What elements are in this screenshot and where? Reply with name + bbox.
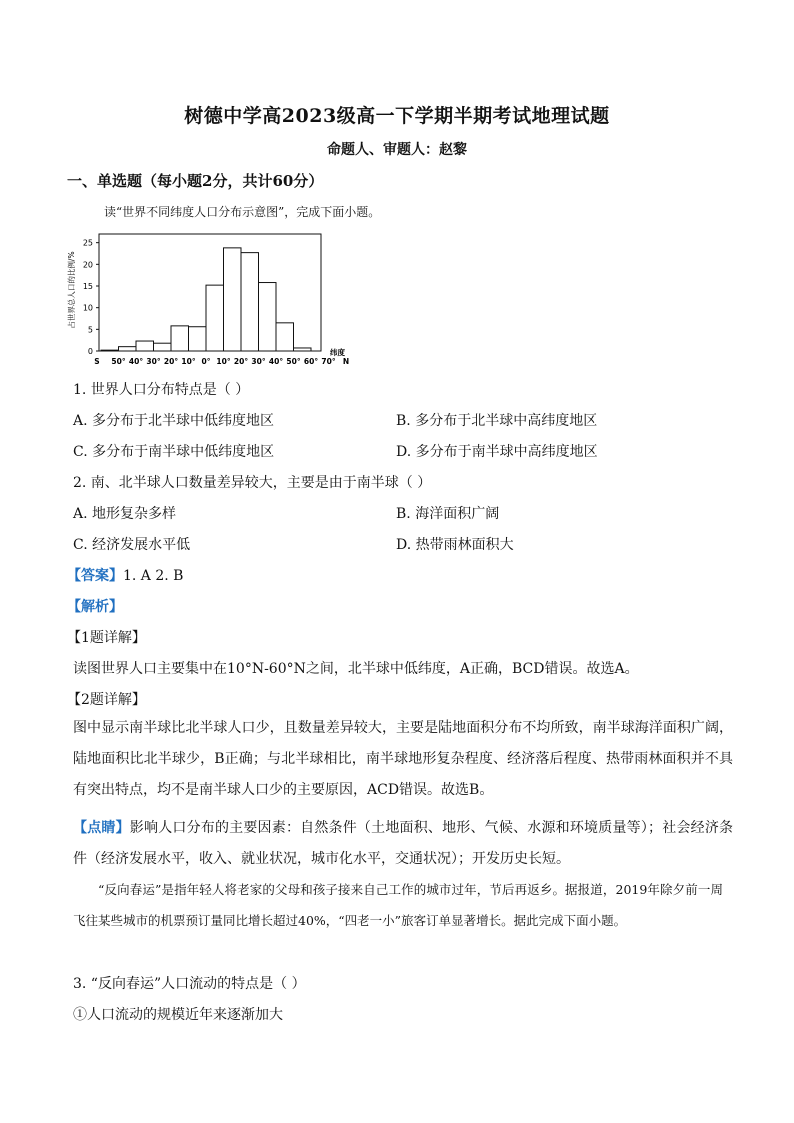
bar-N20°-30° xyxy=(241,253,259,351)
bar-S40°-30° xyxy=(136,341,154,351)
tip-text: 影响人口分布的主要因素：自然条件（土地面积、地形、气候、水源和环境质量等）；社会经济条件（经济发展水平，收入、就业状况，城市化水平，交通状况）；开发历史长短。 xyxy=(73,820,734,867)
x-tick-label: 70° xyxy=(321,357,336,366)
y-tick-label: 25 xyxy=(82,238,93,248)
x-tick-label: S xyxy=(94,357,100,366)
answer-label: 【答案】 xyxy=(67,568,123,584)
chart-bars xyxy=(101,248,311,351)
passage: “反向春运”是指年轻人将老家的父母和孩子接来自己工作的城市过年，节后再返乡。据报道，2019年除夕前一周飞往某些城市的机票预订量同比增长超过40%，“四老一小”旅客订单显著增长。据此完成下面小题。 xyxy=(73,882,723,928)
x-tick-label: 30° xyxy=(251,357,266,366)
x-tick-label: 20° xyxy=(233,357,249,366)
bar-S60°-50° xyxy=(101,350,119,351)
x-tick-label: 50° xyxy=(111,357,126,366)
detail2-text: 图中显示南半球比北半球人口少，且数量差异较大，主要是陆地面积分布不均所致，南半球海洋面积广阔，陆地面积比北半球少，B正确；与北半球相比，南半球地形复杂程度、经济落后程度、热带雨林面积并不具有突出特点，均不是南半球人口少的主要原因，ACD错误。故选B。 xyxy=(73,720,733,798)
answer-text: 1. A 2. B xyxy=(123,568,184,584)
q2-option-d: D. 热带雨林面积大 xyxy=(396,537,514,553)
chart-x-ticks xyxy=(94,357,349,366)
y-tick-label: 20 xyxy=(82,260,93,270)
bar-S30°-20° xyxy=(154,343,172,351)
question-intro: 读“世界不同纬度人口分布示意图”，完成下面小题。 xyxy=(104,205,381,219)
tip-paragraph xyxy=(73,813,733,875)
x-tick-label: 40° xyxy=(268,357,284,366)
x-tick-label: 40° xyxy=(128,357,144,366)
x-tick-label: N xyxy=(342,357,350,366)
x-tick-label: 30° xyxy=(146,357,161,366)
latitude-population-chart xyxy=(60,228,350,370)
bar-N50°-60° xyxy=(294,348,312,351)
bar-N10°-20° xyxy=(224,248,242,351)
detail2-label: 【2题详解】 xyxy=(67,692,146,708)
bar-N40°-50° xyxy=(276,323,294,351)
q1-option-a: A. 多分布于北半球中低纬度地区 xyxy=(73,413,275,429)
y-tick-label: 0 xyxy=(87,347,93,356)
tip-label: 【点睛】 xyxy=(73,820,130,836)
x-tick-label: 10° xyxy=(216,357,231,366)
authors-line: 命题人、审题人：赵黎 xyxy=(327,142,467,158)
page-title: 树德中学高2023级高一下学期半期考试地理试题 xyxy=(184,105,610,127)
chart-x-label: 纬度 xyxy=(330,348,345,357)
chart-y-ticks xyxy=(83,239,99,356)
q1-option-b: B. 多分布于北半球中高纬度地区 xyxy=(396,413,598,429)
q3-stem: 3. “反向春运”人口流动的特点是（ ） xyxy=(73,976,306,992)
bar-S20°-10° xyxy=(171,326,189,351)
section-heading: 一、单选题（每小题2分，共计60分） xyxy=(67,172,324,190)
x-tick-label: 60° xyxy=(303,357,319,366)
q2-option-c: C. 经济发展水平低 xyxy=(73,537,191,553)
x-tick-label: 20° xyxy=(163,357,179,366)
q2-option-a: A. 地形复杂多样 xyxy=(73,506,177,522)
q1-option-c: C. 多分布于南半球中低纬度地区 xyxy=(73,444,275,460)
chart-y-label: 占世界总人口的比例/% xyxy=(67,251,76,329)
bar-S10°-0° xyxy=(189,327,207,351)
detail1-label: 【1题详解】 xyxy=(67,630,146,646)
q2-option-b: B. 海洋面积广阔 xyxy=(396,506,500,522)
bar-S50°-40° xyxy=(119,347,137,351)
answer-row xyxy=(67,565,183,585)
q1-stem: 1. 世界人口分布特点是（ ） xyxy=(73,382,250,398)
q1-option-d: D. 多分布于南半球中高纬度地区 xyxy=(396,444,598,460)
y-tick-label: 15 xyxy=(82,282,93,291)
bar-N30°-40° xyxy=(259,283,277,351)
y-tick-label: 10 xyxy=(82,303,93,313)
q3-item-1: ①人口流动的规模近年来逐渐加大 xyxy=(73,1007,283,1023)
q2-stem: 2. 南、北半球人口数量差异较大，主要是由于南半球（ ） xyxy=(73,475,432,491)
detail1-text: 读图世界人口主要集中在10°N-60°N之间，北半球中低纬度，A正确，BCD错误。故选A。 xyxy=(73,661,639,677)
bar-N0°-10° xyxy=(206,285,224,351)
x-tick-label: 0° xyxy=(201,357,211,366)
y-tick-label: 5 xyxy=(87,325,93,335)
x-tick-label: 50° xyxy=(286,357,301,366)
x-tick-label: 10° xyxy=(181,357,196,366)
analysis-label: 【解析】 xyxy=(67,599,123,615)
